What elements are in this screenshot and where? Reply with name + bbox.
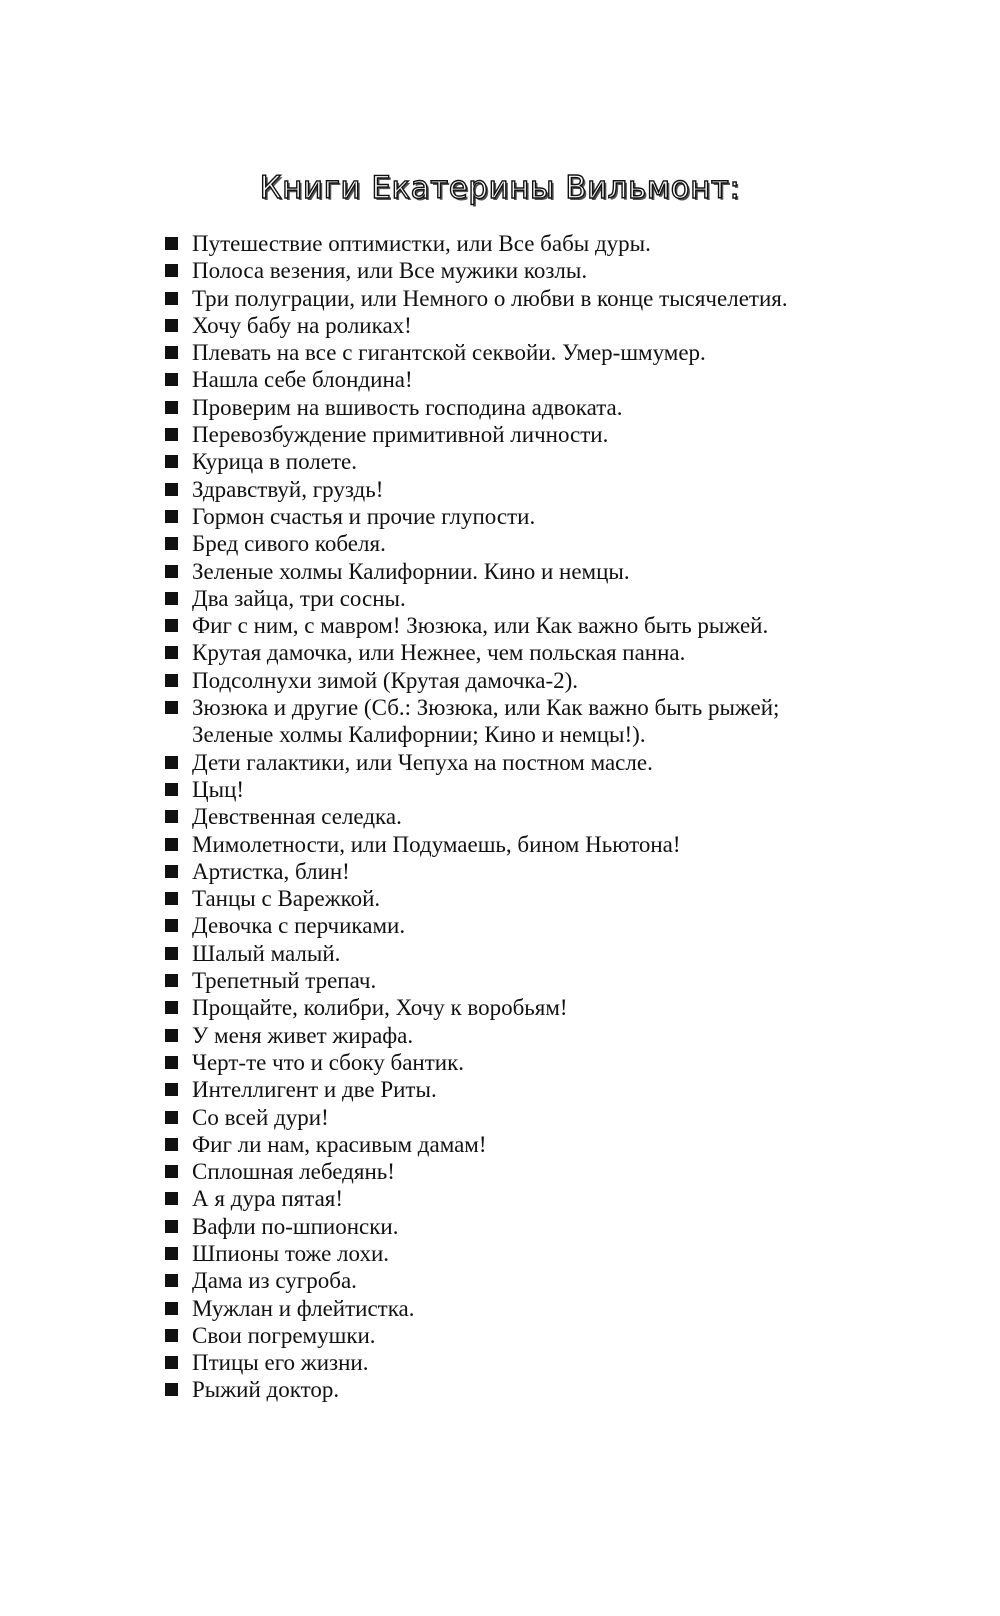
square-bullet-icon [165, 619, 178, 632]
list-item [165, 476, 885, 503]
list-item [165, 1022, 885, 1049]
list-item [165, 1267, 885, 1294]
square-bullet-icon [165, 1111, 178, 1124]
list-item [165, 1131, 885, 1158]
book-title: Со всей дури! [192, 1104, 329, 1130]
book-title: Фиг с ним, с мавром! Зюзюка, или Как важно быть рыжей. [192, 613, 769, 639]
book-title: Дама из сугроба. [192, 1268, 357, 1294]
list-item [165, 530, 885, 557]
book-title: Трепетный трепач. [192, 968, 377, 994]
book-title: Свои погремушки. [192, 1322, 376, 1348]
book-title: Гормон счастья и прочие глупости. [192, 503, 536, 529]
list-item [165, 912, 885, 939]
book-title: Три полуграции, или Немного о любви в конце тысячелетия. [192, 285, 788, 311]
list-item [165, 858, 885, 885]
square-bullet-icon [165, 1356, 178, 1369]
list-item [165, 1049, 885, 1076]
square-bullet-icon [165, 947, 178, 960]
list-item [165, 831, 885, 858]
list-item [165, 1104, 885, 1131]
square-bullet-icon [165, 1192, 178, 1205]
square-bullet-icon [165, 838, 178, 851]
list-item [165, 967, 885, 994]
book-title: Перевозбуждение примитивной личности. [192, 422, 609, 448]
book-title: Рыжий доктор. [192, 1377, 340, 1403]
square-bullet-icon [165, 237, 178, 250]
book-title: Плевать на все с гигантской секвойи. Умер-шмумер. [192, 340, 706, 366]
list-item [165, 285, 885, 312]
square-bullet-icon [165, 455, 178, 468]
book-title: Полоса везения, или Все мужики козлы. [192, 258, 588, 284]
square-bullet-icon [165, 292, 178, 305]
book-title: Вафли по-шпионски. [192, 1213, 399, 1239]
book-title-continuation: Зеленые холмы Калифорнии; Кино и немцы!). [192, 722, 646, 748]
book-title: Девочка с перчиками. [192, 913, 406, 939]
square-bullet-icon [165, 346, 178, 359]
page-title: Книги Екатерины Вильмонт: [259, 170, 741, 206]
square-bullet-icon [165, 1383, 178, 1396]
book-title: Хочу бабу на роликах! [192, 312, 412, 338]
list-item [165, 694, 885, 749]
square-bullet-icon [165, 1056, 178, 1069]
list-item [165, 585, 885, 612]
list-item [165, 1376, 885, 1403]
square-bullet-icon [165, 565, 178, 578]
square-bullet-icon [165, 865, 178, 878]
list-item [165, 1240, 885, 1267]
square-bullet-icon [165, 401, 178, 414]
square-bullet-icon [165, 1001, 178, 1014]
book-title: Зеленые холмы Калифорнии. Кино и немцы. [192, 558, 630, 584]
book-title: Курица в полете. [192, 449, 357, 475]
book-title: Прощайте, колибри, Хочу к воробьям! [192, 995, 568, 1021]
book-title: Артистка, блин! [192, 858, 350, 884]
list-item [165, 312, 885, 339]
list-item [165, 612, 885, 639]
square-bullet-icon [165, 674, 178, 687]
book-title: Цыц! [192, 776, 245, 802]
square-bullet-icon [165, 1329, 178, 1342]
book-title: Зюзюка и другие (Сб.: Зюзюка, или Как важно быть рыжей; [192, 695, 780, 721]
list-item [165, 1213, 885, 1240]
square-bullet-icon [165, 1138, 178, 1151]
square-bullet-icon [165, 319, 178, 332]
square-bullet-icon [165, 373, 178, 386]
book-title: У меня живет жирафа. [192, 1022, 414, 1048]
square-bullet-icon [165, 1083, 178, 1096]
list-item [165, 1158, 885, 1185]
square-bullet-icon [165, 592, 178, 605]
book-title: Бред сивого кобеля. [192, 531, 386, 557]
list-item [165, 257, 885, 284]
list-item [165, 558, 885, 585]
list-item [165, 366, 885, 393]
square-bullet-icon [165, 810, 178, 823]
list-item [165, 803, 885, 830]
square-bullet-icon [165, 974, 178, 987]
book-title: Птицы его жизни. [192, 1350, 369, 1376]
square-bullet-icon [165, 1029, 178, 1042]
book-title: Черт-те что и сбоку бантик. [192, 1049, 464, 1075]
square-bullet-icon [165, 510, 178, 523]
square-bullet-icon [165, 1247, 178, 1260]
square-bullet-icon [165, 701, 178, 714]
list-item [165, 1295, 885, 1322]
square-bullet-icon [165, 264, 178, 277]
book-title: Фиг ли нам, красивым дамам! [192, 1131, 487, 1157]
book-title: Дети галактики, или Чепуха на постном масле. [192, 749, 653, 775]
square-bullet-icon [165, 428, 178, 441]
book-title: Два зайца, три сосны. [192, 585, 406, 611]
book-title: Сплошная лебедянь! [192, 1159, 395, 1185]
list-item [165, 1349, 885, 1376]
book-title: Крутая дамочка, или Нежнее, чем польская панна. [192, 640, 686, 666]
square-bullet-icon [165, 537, 178, 550]
list-item [165, 1076, 885, 1103]
book-list [165, 230, 885, 1404]
book-title: Шпионы тоже лохи. [192, 1240, 390, 1266]
square-bullet-icon [165, 892, 178, 905]
list-item [165, 394, 885, 421]
list-item [165, 421, 885, 448]
book-title: Здравствуй, груздь! [192, 476, 384, 502]
square-bullet-icon [165, 483, 178, 496]
square-bullet-icon [165, 756, 178, 769]
book-title: Танцы с Варежкой. [192, 886, 381, 912]
list-item [165, 503, 885, 530]
list-item [165, 639, 885, 666]
list-item [165, 1322, 885, 1349]
square-bullet-icon [165, 919, 178, 932]
book-title: Путешествие оптимистки, или Все бабы дуры. [192, 231, 651, 256]
book-title: Девственная селедка. [192, 804, 402, 830]
book-title: Мужлан и флейтистка. [192, 1295, 415, 1321]
list-item [165, 448, 885, 475]
square-bullet-icon [165, 1220, 178, 1233]
list-item [165, 994, 885, 1021]
list-item [165, 885, 885, 912]
book-title: Интеллигент и две Риты. [192, 1077, 437, 1103]
list-item [165, 749, 885, 776]
book-title: Мимолетности, или Подумаешь, бином Ньютона! [192, 831, 681, 857]
list-item [165, 230, 885, 257]
book-title: Проверим на вшивость господина адвоката. [192, 394, 623, 420]
list-item [165, 776, 885, 803]
book-title: Шалый малый. [192, 940, 341, 966]
square-bullet-icon [165, 1165, 178, 1178]
square-bullet-icon [165, 783, 178, 796]
book-title: Нашла себе блондина! [192, 367, 413, 393]
list-item [165, 940, 885, 967]
list-item [165, 339, 885, 366]
square-bullet-icon [165, 1274, 178, 1287]
square-bullet-icon [165, 646, 178, 659]
book-title: Подсолнухи зимой (Крутая дамочка-2). [192, 667, 579, 693]
book-title: А я дура пятая! [192, 1186, 344, 1212]
list-item [165, 1185, 885, 1212]
square-bullet-icon [165, 1302, 178, 1315]
list-item [165, 667, 885, 694]
